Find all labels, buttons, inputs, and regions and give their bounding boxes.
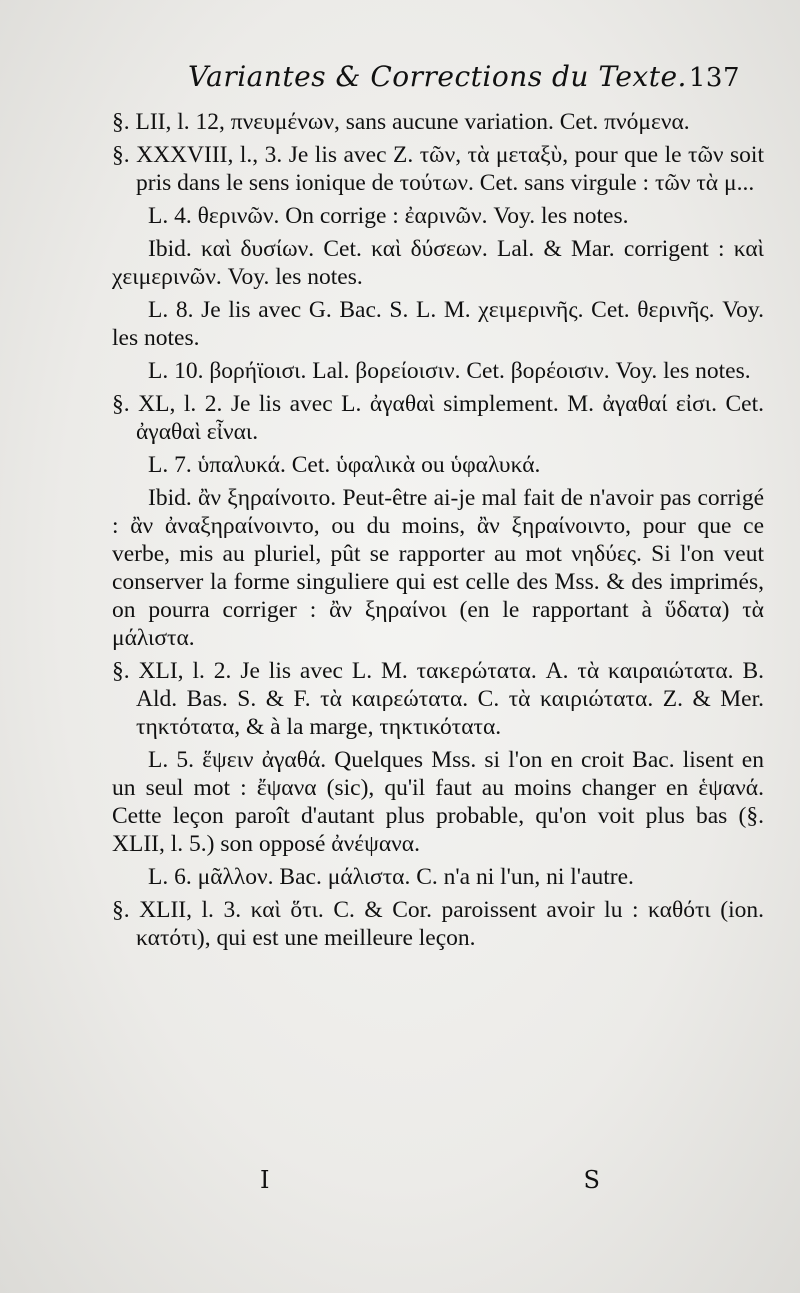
text-paragraph: §. XXXVIII, l., 3. Je lis avec Z. τῶν, τὰ μεταξὺ, pour que le τῶν soit pris dans le sens ionique de τούτων. Cet. sans virgule : τῶν τὰ μ... [112,142,764,196]
text-paragraph: Ibid. ἂν ξηραίνοιτο. Peut-être ai-je mal fait de n'avoir pas corrigé : ἂν ἀναξηραίνοιντο, ou du moins, ἂν ξηραίνοιντο, pour que ce verbe, mis au pluriel, pût se rapporter au mot νηδύες. Si l'on veut conserver la forme singuliere qui est celle des Mss. & des imprimés, on pourra corriger : ἂν ξηραίνοι (en le rapportant à ὕδατα) τὰ μάλιστα. [112,485,764,651]
text-paragraph: L. 10. βορήϊοισι. Lal. βορείοισιν. Cet. βορέοισιν. Voy. les notes. [148,358,751,384]
text-paragraph: L. 5. ἕψειν ἀγαθά. Quelques Mss. si l'on en croit Bac. lisent en un seul mot : ἔψανα (sic), qu'il faut au moins changer en ἑψανά. Cette leçon paroît d'autant plus probable, qu'on voit plus bas (§. XLII, l. 5.) son opposé ἀνέψανα. [112,747,764,857]
page-footer [260,1166,600,1194]
text-paragraph: §. XL, l. 2. Je lis avec L. ἀγαθαὶ simplement. M. ἀγαθαί εἰσι. Cet. ἀγαθαὶ εἶναι. [112,391,764,445]
text-paragraph: L. 6. μᾶλλον. Bac. μάλιστα. C. n'a ni l'un, ni l'autre. [148,864,634,890]
text-paragraph: L. 4. θερινῶν. On corrige : ἐαρινῶν. Voy. les notes. [148,203,629,229]
signature-mark: I [260,1166,270,1194]
text-paragraph: §. LII, l. 12, πνευμένων, sans aucune variation. Cet. πνόμενα. [112,109,690,135]
running-title: Variantes & Corrections du Texte. [188,60,687,93]
catchword: S [583,1166,600,1194]
text-paragraph: L. 7. ὑπαλυκά. Cet. ὑφαλικὰ ou ὑφαλυκά. [148,452,541,478]
text-body [112,108,764,957]
running-header [188,60,740,93]
page-number: 137 [688,63,740,93]
text-paragraph: Ibid. καὶ δυσίων. Cet. καὶ δύσεων. Lal. & Mar. corrigent : καὶ χειμερινῶν. Voy. les notes. [112,236,764,290]
text-paragraph: §. XLI, l. 2. Je lis avec L. M. τακερώτατα. A. τὰ καιραιώτατα. B. Ald. Bas. S. & F. τὰ καιρεώτατα. C. τὰ καιριώτατα. Z. & Mer. τηκτότατα, & à la marge, τηκτικότατα. [112,658,764,740]
text-paragraph: §. XLII, l. 3. καὶ ὅτι. C. & Cor. paroissent avoir lu : καθότι (ion. κατότι), qui est une meilleure leçon. [112,897,764,951]
text-paragraph: L. 8. Je lis avec G. Bac. S. L. M. χειμερινῆς. Cet. θερινῆς. Voy. les notes. [112,297,764,351]
